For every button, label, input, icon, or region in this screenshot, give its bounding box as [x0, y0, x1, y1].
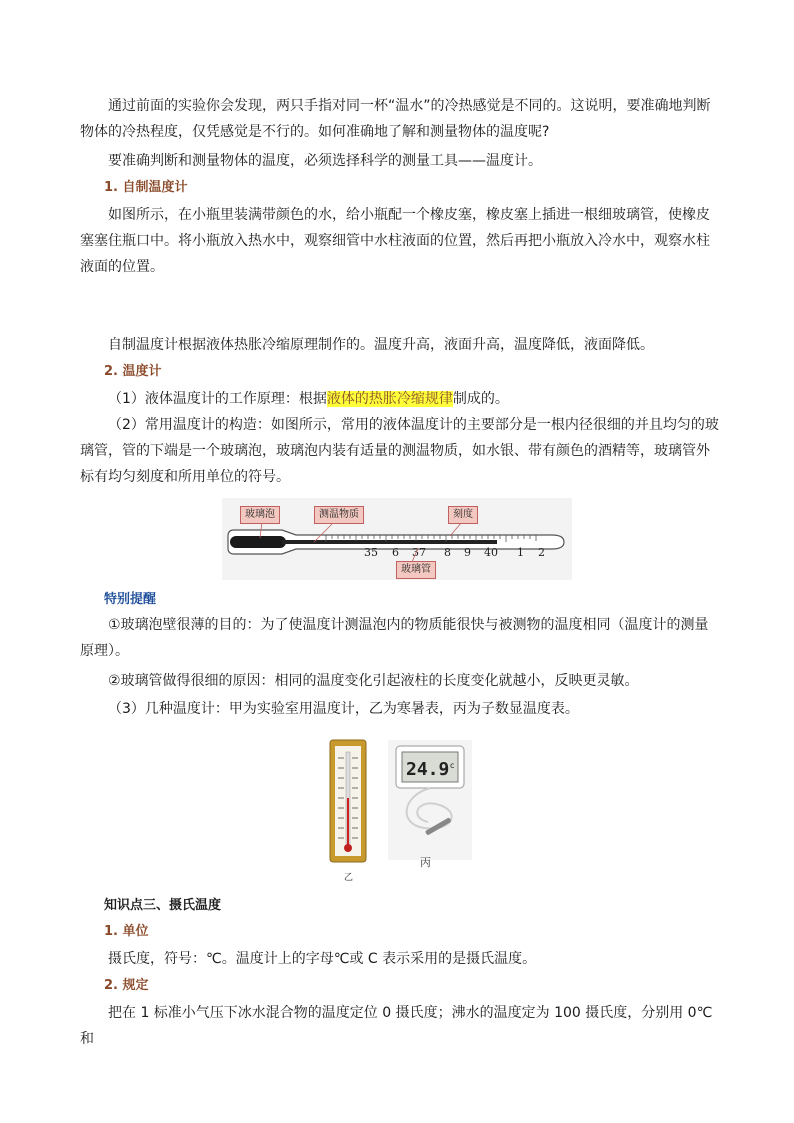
tick-label-0: 35: [364, 546, 378, 559]
principle-highlight: 液体的热胀冷缩规律: [326, 391, 453, 407]
digital-display-unit: c: [450, 761, 455, 770]
tick-label-6: 1: [517, 546, 524, 559]
thermometer-photos-drawing: [324, 738, 474, 888]
paragraph-self-made-principle: 自制温度计根据液体热胀冷缩原理制作的。温度升高，液面升高，温度降低，液面降低。: [108, 337, 654, 353]
paragraph-self-made-method: 如图所示，在小瓶里装满带颜色的水，给小瓶配一个橡皮塞，橡皮塞上插进一根细玻璃管，使橡皮塞塞住瓶口中。将小瓶放入热水中，观察细管中水柱液面的位置，然后再把小瓶放入冷水中，观察水柱液面的位置。: [80, 207, 710, 275]
label-yi: 乙: [344, 873, 354, 883]
tip-item-1: ①玻璃泡壁很薄的目的：为了使温度计测温泡内的物质能很快与被测物的温度相同（温度计的测量原理）。: [80, 617, 709, 659]
label-tube: 玻璃管: [396, 561, 436, 579]
paragraph-structure: （2）常用温度计的构造：如图所示，常用的液体温度计的主要部分是一根内径很细的并且均匀的玻璃管，管的下端是一个玻璃泡，玻璃泡内装有适量的测温物质，如水银、带有颜色的酒精等，玻璃管外标有均匀刻度和所用单位的符号。: [80, 417, 719, 485]
tick-label-3: 8: [444, 546, 451, 559]
tip-item-2: ②玻璃管做得很细的原因：相同的温度变化引起液柱的长度变化就越小，反映更灵敏。: [108, 673, 639, 689]
tick-label-4: 9: [464, 546, 471, 559]
paragraph-working-principle: [80, 386, 720, 412]
paragraph-unit: 摄氏度，符号：℃。温度计上的字母℃或 C 表示采用的是摄氏温度。: [108, 951, 537, 967]
digital-display: 24.9: [406, 759, 450, 780]
heading-rule: 2. 规定: [104, 978, 149, 993]
paragraph-thermometer-types: （3）几种温度计：甲为实验室用温度计，乙为寒暑表，丙为子数显温度表。: [108, 701, 579, 717]
heading-self-made-thermometer: 1. 自制温度计: [104, 180, 188, 195]
principle-prefix: （1）液体温度计的工作原理：根据: [108, 391, 327, 407]
principle-suffix: 制成的。: [452, 391, 509, 407]
thermometer-photos: [324, 738, 474, 888]
intro-paragraph-1: 通过前面的实验你会发现，两只手指对同一杯“温水”的冷热感觉是不同的。这说明，要准确地判断物体的冷热程度，仅凭感觉是不行的。如何准确地了解和测量物体的温度呢?: [80, 98, 711, 140]
heading-celsius: 知识点三、摄氏温度: [104, 898, 222, 913]
label-substance: 测温物质: [314, 506, 364, 524]
paragraph-rule: 把在 1 标准小气压下冰水混合物的温度定位 0 摄氏度；沸水的温度定为 100 摄氏度，分别用 0℃和: [80, 1005, 713, 1047]
intro-paragraph-2: 要准确判断和测量物体的温度，必须选择科学的测量工具——温度计。: [108, 153, 542, 169]
heading-thermometer: 2. 温度计: [104, 364, 162, 379]
label-bulb: 玻璃泡: [240, 506, 280, 524]
tick-label-5: 40: [484, 546, 498, 559]
thermometer-diagram: [222, 498, 572, 580]
tip-title: 特别提醒: [104, 592, 157, 607]
tick-label-1: 6: [392, 546, 399, 559]
tick-label-2: 37: [412, 546, 426, 559]
label-scale: 刻度: [448, 506, 478, 524]
tick-label-7: 2: [538, 546, 545, 559]
label-bing: 丙: [420, 856, 431, 869]
heading-unit: 1. 单位: [104, 924, 149, 939]
